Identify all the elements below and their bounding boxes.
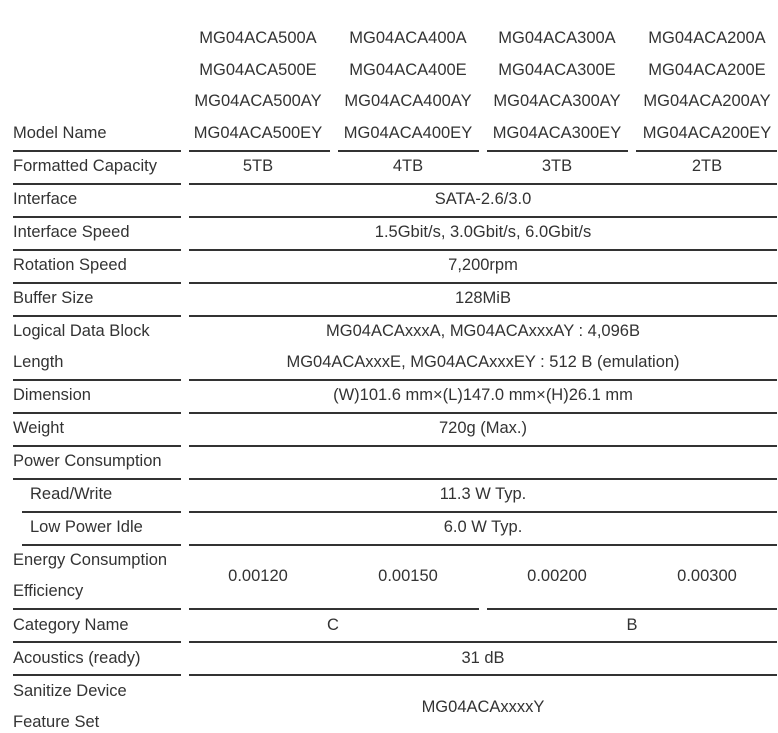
- row-divider: [13, 150, 181, 152]
- logical-block-value-emulation: MG04ACAxxxE, MG04ACAxxxEY : 512 B (emulation): [286, 353, 680, 371]
- row-divider: [13, 183, 181, 185]
- logical-block-value-native: MG04ACAxxxA, MG04ACAxxxAY : 4,096B: [326, 322, 640, 340]
- row-divider: [189, 315, 777, 317]
- row-divider: [189, 445, 777, 447]
- row-divider: [338, 150, 479, 152]
- row-divider: [13, 282, 181, 284]
- row-divider: [22, 511, 181, 513]
- row-label-weight: Weight: [13, 419, 65, 437]
- acoustics-value: 31 dB: [461, 649, 505, 667]
- sanitize-value: MG04ACAxxxxY: [421, 698, 545, 716]
- model-name-cell: MG04ACA200EY: [642, 124, 772, 142]
- row-divider: [189, 216, 777, 218]
- row-divider: [189, 544, 777, 546]
- row-divider: [189, 608, 479, 610]
- row-divider: [189, 183, 777, 185]
- row-label-category-name: Category Name: [13, 616, 129, 634]
- row-divider: [22, 544, 181, 546]
- model-name-cell: MG04ACA300A: [498, 29, 616, 47]
- row-label-formatted-capacity: Formatted Capacity: [13, 157, 157, 175]
- row-divider: [13, 674, 181, 676]
- energy-efficiency-value: 0.00200: [527, 567, 587, 585]
- row-divider: [636, 150, 777, 152]
- model-name-cell: MG04ACA500EY: [193, 124, 323, 142]
- row-label-feature-set: Feature Set: [13, 713, 100, 731]
- capacity-value: 5TB: [242, 157, 274, 175]
- row-label-model-name: Model Name: [13, 124, 107, 142]
- row-label-interface: Interface: [13, 190, 78, 208]
- buffer-size-value: 128MiB: [455, 289, 511, 307]
- row-divider: [13, 412, 181, 414]
- model-name-cell: MG04ACA300AY: [493, 92, 621, 110]
- row-label-acoustics: Acoustics (ready): [13, 649, 141, 667]
- category-value: B: [626, 616, 638, 634]
- row-label-read-write: Read/Write: [30, 485, 113, 503]
- row-label-logical-data-block-length: Length: [13, 353, 64, 371]
- interface-value: SATA-2.6/3.0: [434, 190, 532, 208]
- row-label-buffer-size: Buffer Size: [13, 289, 94, 307]
- row-label-power-consumption: Power Consumption: [13, 452, 162, 470]
- row-divider: [189, 379, 777, 381]
- model-name-cell: MG04ACA500AY: [194, 92, 322, 110]
- row-label-interface-speed: Interface Speed: [13, 223, 130, 241]
- energy-efficiency-value: 0.00120: [228, 567, 288, 585]
- row-divider: [189, 412, 777, 414]
- row-divider: [13, 216, 181, 218]
- row-divider: [13, 379, 181, 381]
- row-label-logical-data-block: Logical Data Block: [13, 322, 150, 340]
- row-label-low-power-idle: Low Power Idle: [30, 518, 143, 536]
- row-divider: [487, 608, 777, 610]
- energy-efficiency-value: 0.00150: [378, 567, 438, 585]
- model-name-cell: MG04ACA300E: [498, 61, 616, 79]
- capacity-value: 4TB: [392, 157, 424, 175]
- row-label-efficiency: Efficiency: [13, 582, 84, 600]
- read-write-power-value: 11.3 W Typ.: [439, 485, 527, 503]
- row-divider: [189, 249, 777, 251]
- row-divider: [13, 641, 181, 643]
- model-name-cell: MG04ACA200E: [648, 61, 766, 79]
- row-label-energy-consumption: Energy Consumption: [13, 551, 168, 569]
- interface-speed-value: 1.5Gbit/s, 3.0Gbit/s, 6.0Gbit/s: [374, 223, 592, 241]
- row-label-sanitize-device: Sanitize Device: [13, 682, 127, 700]
- category-value: C: [327, 616, 339, 634]
- row-divider: [189, 478, 777, 480]
- row-divider: [13, 445, 181, 447]
- model-name-cell: MG04ACA500A: [199, 29, 317, 47]
- weight-value: 720g (Max.): [438, 419, 528, 437]
- model-name-cell: MG04ACA500E: [199, 61, 317, 79]
- capacity-value: 2TB: [691, 157, 723, 175]
- rotation-speed-value: 7,200rpm: [448, 256, 518, 274]
- capacity-value: 3TB: [541, 157, 573, 175]
- model-name-cell: MG04ACA300EY: [492, 124, 622, 142]
- row-label-dimension: Dimension: [13, 386, 91, 404]
- row-divider: [189, 282, 777, 284]
- model-name-cell: MG04ACA200AY: [643, 92, 771, 110]
- row-divider: [487, 150, 628, 152]
- row-divider: [13, 249, 181, 251]
- row-divider: [13, 608, 181, 610]
- row-divider: [189, 511, 777, 513]
- row-divider: [13, 315, 181, 317]
- row-divider: [13, 478, 181, 480]
- low-power-idle-value: 6.0 W Typ.: [443, 518, 523, 536]
- row-divider: [189, 641, 777, 643]
- dimension-value: (W)101.6 mm×(L)147.0 mm×(H)26.1 mm: [333, 386, 633, 404]
- model-name-cell: MG04ACA400EY: [343, 124, 473, 142]
- energy-efficiency-value: 0.00300: [677, 567, 737, 585]
- row-divider: [189, 674, 777, 676]
- model-name-cell: MG04ACA400AY: [344, 92, 472, 110]
- row-divider: [189, 150, 330, 152]
- model-name-cell: MG04ACA400E: [349, 61, 467, 79]
- model-name-cell: MG04ACA400A: [349, 29, 467, 47]
- row-label-rotation-speed: Rotation Speed: [13, 256, 127, 274]
- model-name-cell: MG04ACA200A: [648, 29, 766, 47]
